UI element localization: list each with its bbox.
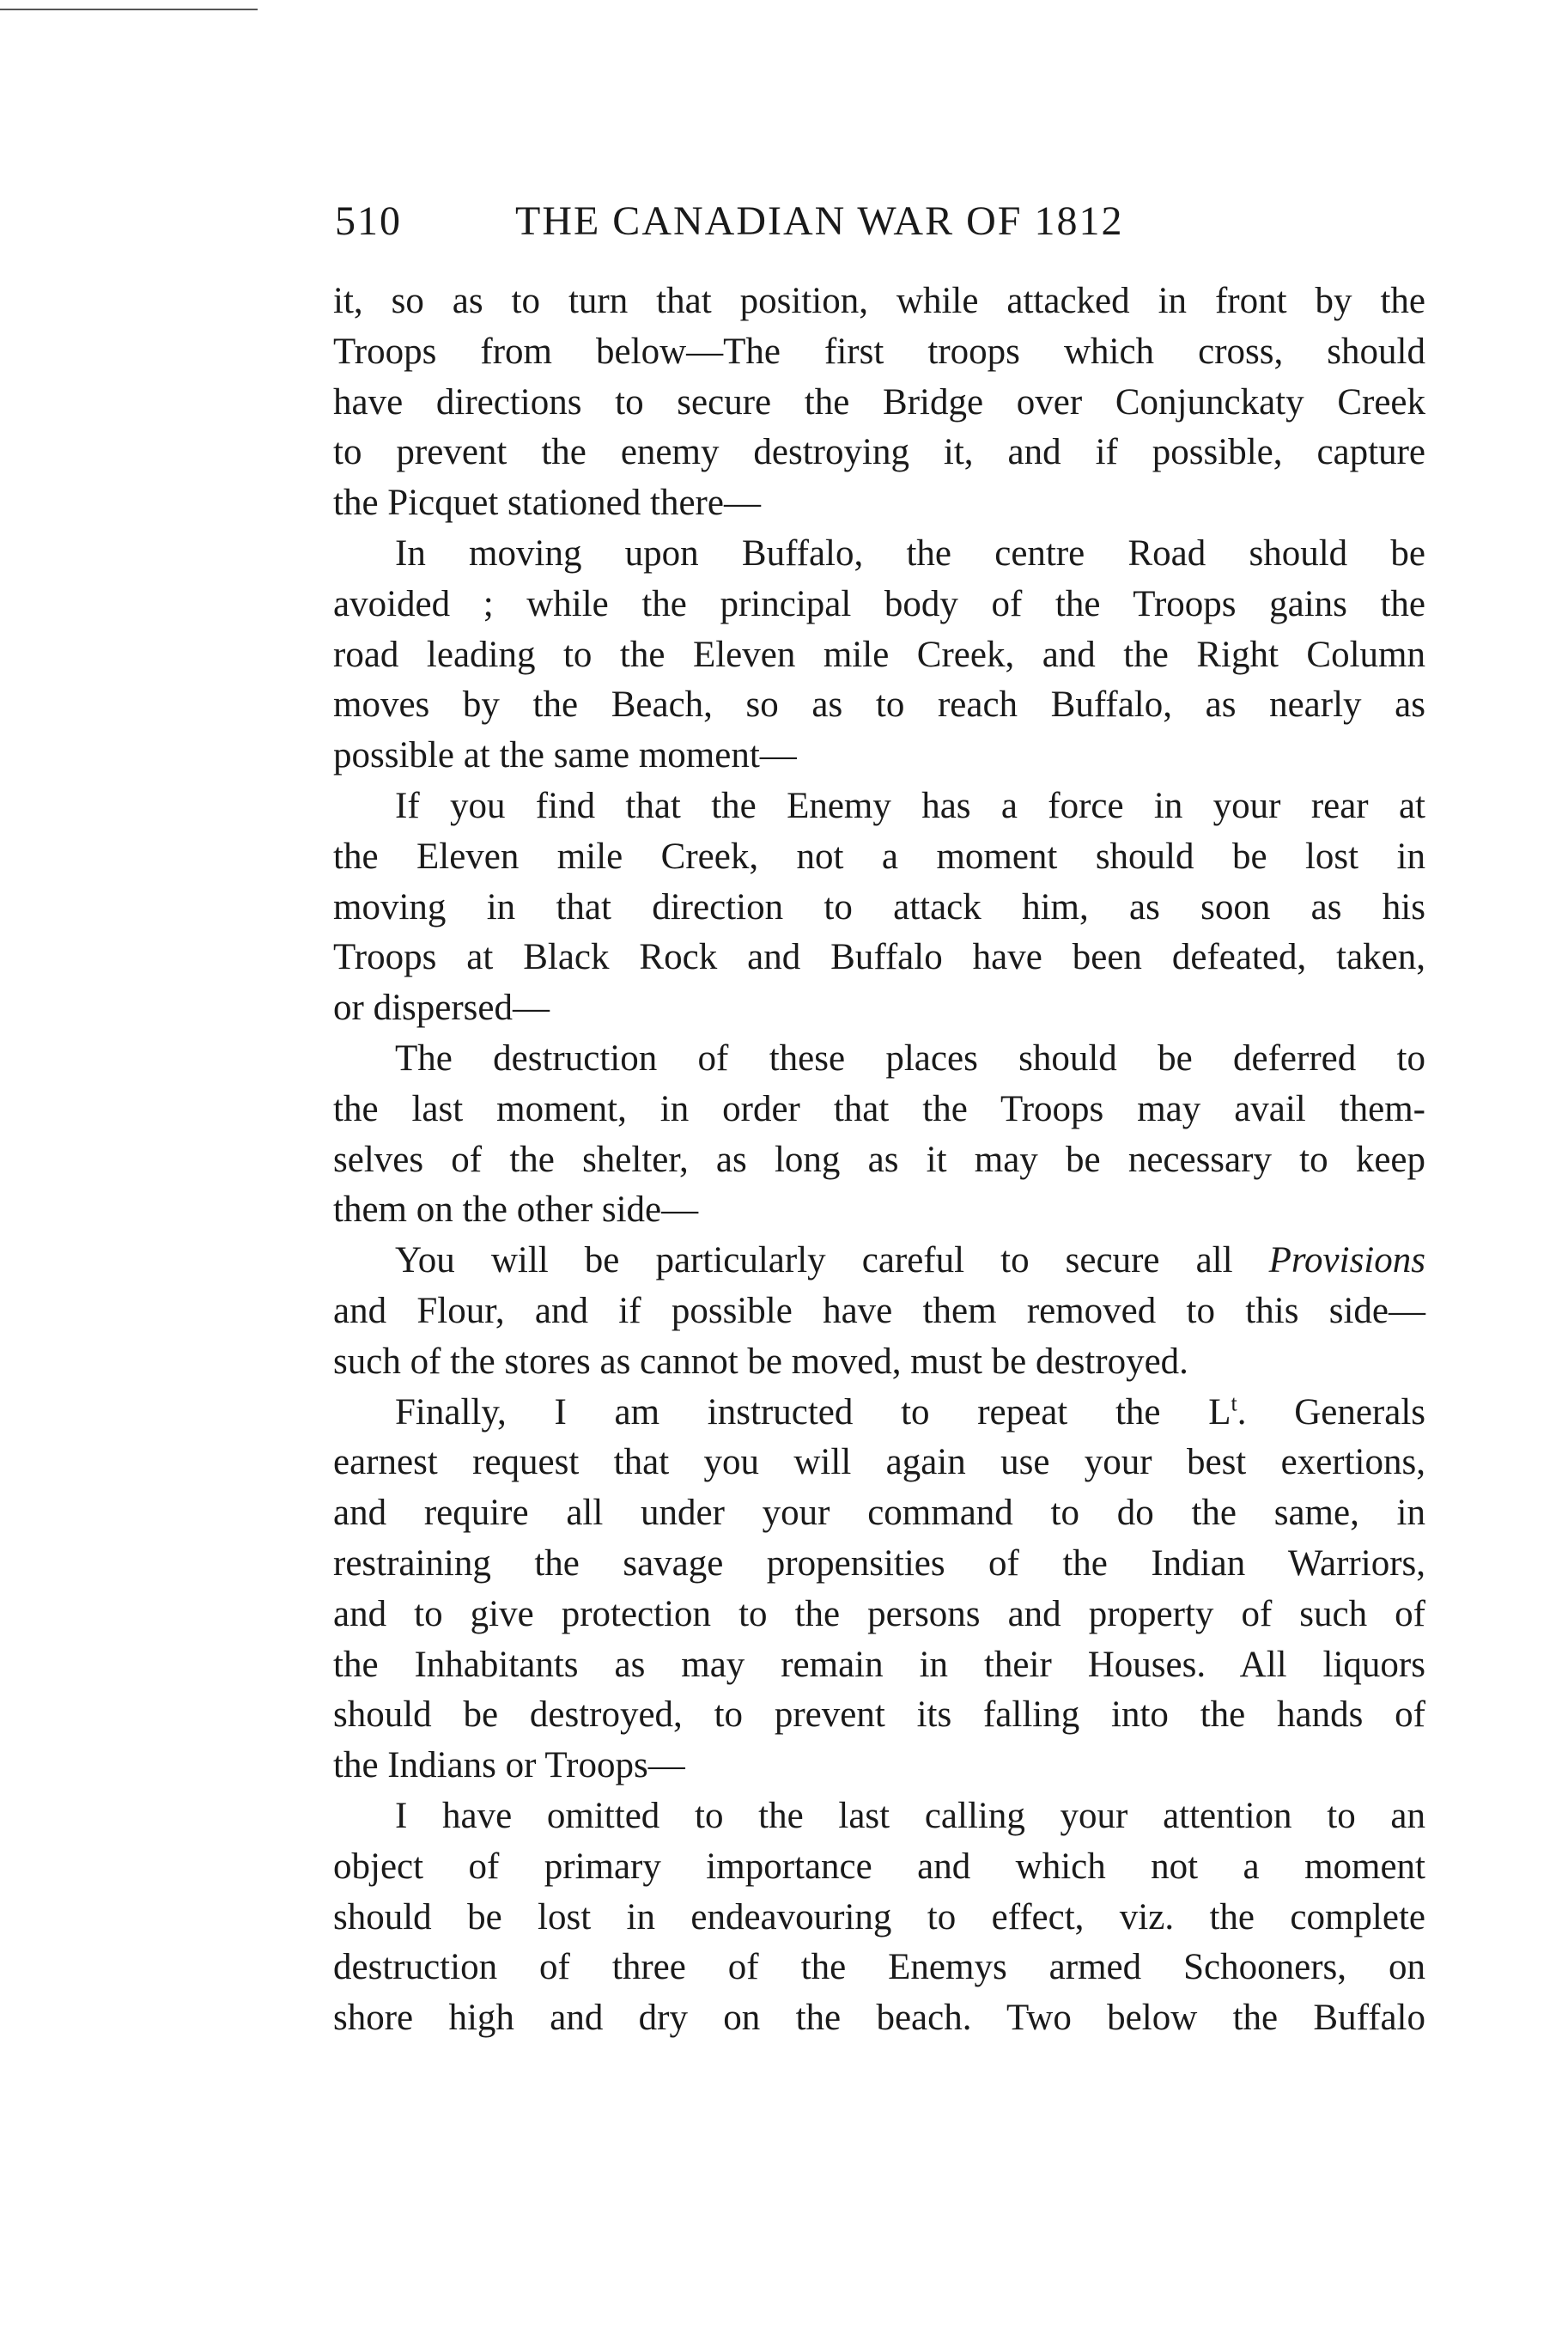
line-text: destruction of three of the Enemys armed Schooners, on [333, 1947, 1425, 1988]
line-text: and Flour, and if possible have them removed to this side— [333, 1290, 1425, 1331]
text-line [333, 1640, 1425, 1691]
text-line [333, 832, 1425, 883]
text-line [333, 1943, 1425, 1993]
text-line [333, 1539, 1425, 1590]
text-line [333, 277, 1425, 327]
line-text: Troops from below—The first troops which cross, should [333, 331, 1425, 372]
line-text: or dispersed— [333, 988, 550, 1029]
line-text: such of the stores as cannot be moved, must be destroyed. [333, 1341, 1188, 1382]
line-text: restraining the savage propensities of the Indian Warriors, [333, 1542, 1425, 1584]
line-text: moves by the Beach, so as to reach Buffalo, as nearly as [333, 684, 1425, 726]
line-text: it, so as to turn that position, while attacked in front by the [333, 281, 1425, 321]
text-line [333, 1135, 1425, 1186]
italic-word: Provisions [1268, 1240, 1425, 1281]
top-edge-rule [0, 9, 258, 10]
line-text: You will be particularly careful to secure all [395, 1240, 1269, 1281]
line-text: to prevent the enemy destroying it, and if possible, capture [333, 432, 1425, 473]
text-line [333, 428, 1425, 478]
line-text: should be destroyed, to prevent its falling into the hands of [333, 1694, 1425, 1736]
text-line [333, 782, 1425, 832]
line-text: Troops at Black Rock and Buffalo have been defeated, taken, [333, 937, 1425, 978]
text-line [333, 883, 1425, 934]
line-text: the Eleven mile Creek, not a moment should be lost in [333, 836, 1425, 877]
text-line [333, 529, 1425, 580]
line-text: avoided ; while the principal body of the Troops gains the [333, 583, 1425, 624]
line-text: In moving upon Buffalo, the centre Road should be [395, 532, 1425, 574]
text-line [333, 327, 1425, 378]
line-text: shore high and dry on the beach. Two below the Buffalo [333, 1998, 1425, 2039]
text-line [333, 630, 1425, 681]
text-line [333, 478, 1425, 529]
text-line [333, 680, 1425, 731]
text-line [333, 1741, 1425, 1791]
line-text: object of primary importance and which not a moment [333, 1846, 1425, 1887]
text-line [333, 1893, 1425, 1943]
superscript: t [1231, 1390, 1237, 1416]
text-line [333, 983, 1425, 1034]
text-line [333, 1236, 1425, 1287]
text-line [333, 1388, 1425, 1439]
text-line [333, 1488, 1425, 1539]
line-text: should be lost in endeavouring to effect, viz. the complete [333, 1896, 1425, 1937]
text-line [333, 1034, 1425, 1085]
text-line [333, 1085, 1425, 1135]
line-text: them on the other side— [333, 1189, 699, 1231]
text-line [333, 1993, 1425, 2044]
running-title: THE CANADIAN WAR OF 1812 [515, 198, 1124, 244]
text-line [333, 1438, 1425, 1488]
line-text: If you find that the Enemy has a force in your rear at [395, 785, 1425, 826]
text-line [333, 933, 1425, 983]
line-text: and to give protection to the persons and property of such of [333, 1593, 1425, 1634]
line-text: the last moment, in order that the Troops may avail them- [333, 1088, 1425, 1129]
page-number: 510 [335, 198, 402, 244]
text-line [333, 1185, 1425, 1236]
text-line [333, 1791, 1425, 1842]
text-line [333, 378, 1425, 429]
line-text: road leading to the Eleven mile Creek, and the Right Column [333, 634, 1425, 675]
body-text [333, 277, 1425, 2044]
line-text: earnest request that you will again use your best exertions, [333, 1442, 1425, 1483]
line-text: and require all under your command to do the same, in [333, 1493, 1425, 1534]
line-text: possible at the same moment— [333, 735, 797, 776]
line-text: I have omitted to the last calling your attention to an [395, 1795, 1425, 1836]
page-header [335, 198, 1425, 258]
line-text: moving in that direction to attack him, as soon as his [333, 886, 1425, 928]
line-text-continued: . Generals [1237, 1391, 1426, 1433]
line-text: the Inhabitants as may remain in their Houses. All liquors [333, 1644, 1425, 1685]
text-line [333, 1337, 1425, 1388]
line-text: Finally, I am instructed to repeat the L [395, 1391, 1231, 1433]
text-line [333, 731, 1425, 782]
line-text: have directions to secure the Bridge over Conjunckaty Creek [333, 381, 1425, 423]
text-line [333, 1287, 1425, 1337]
text-line [333, 1590, 1425, 1640]
line-text: the Indians or Troops— [333, 1745, 685, 1786]
text-line [333, 580, 1425, 630]
text-line [333, 1690, 1425, 1741]
line-text: selves of the shelter, as long as it may be necessary to keep [333, 1139, 1425, 1180]
text-line [333, 1842, 1425, 1893]
line-text: the Picquet stationed there— [333, 483, 761, 524]
line-text: The destruction of these places should be deferred to [395, 1037, 1425, 1079]
